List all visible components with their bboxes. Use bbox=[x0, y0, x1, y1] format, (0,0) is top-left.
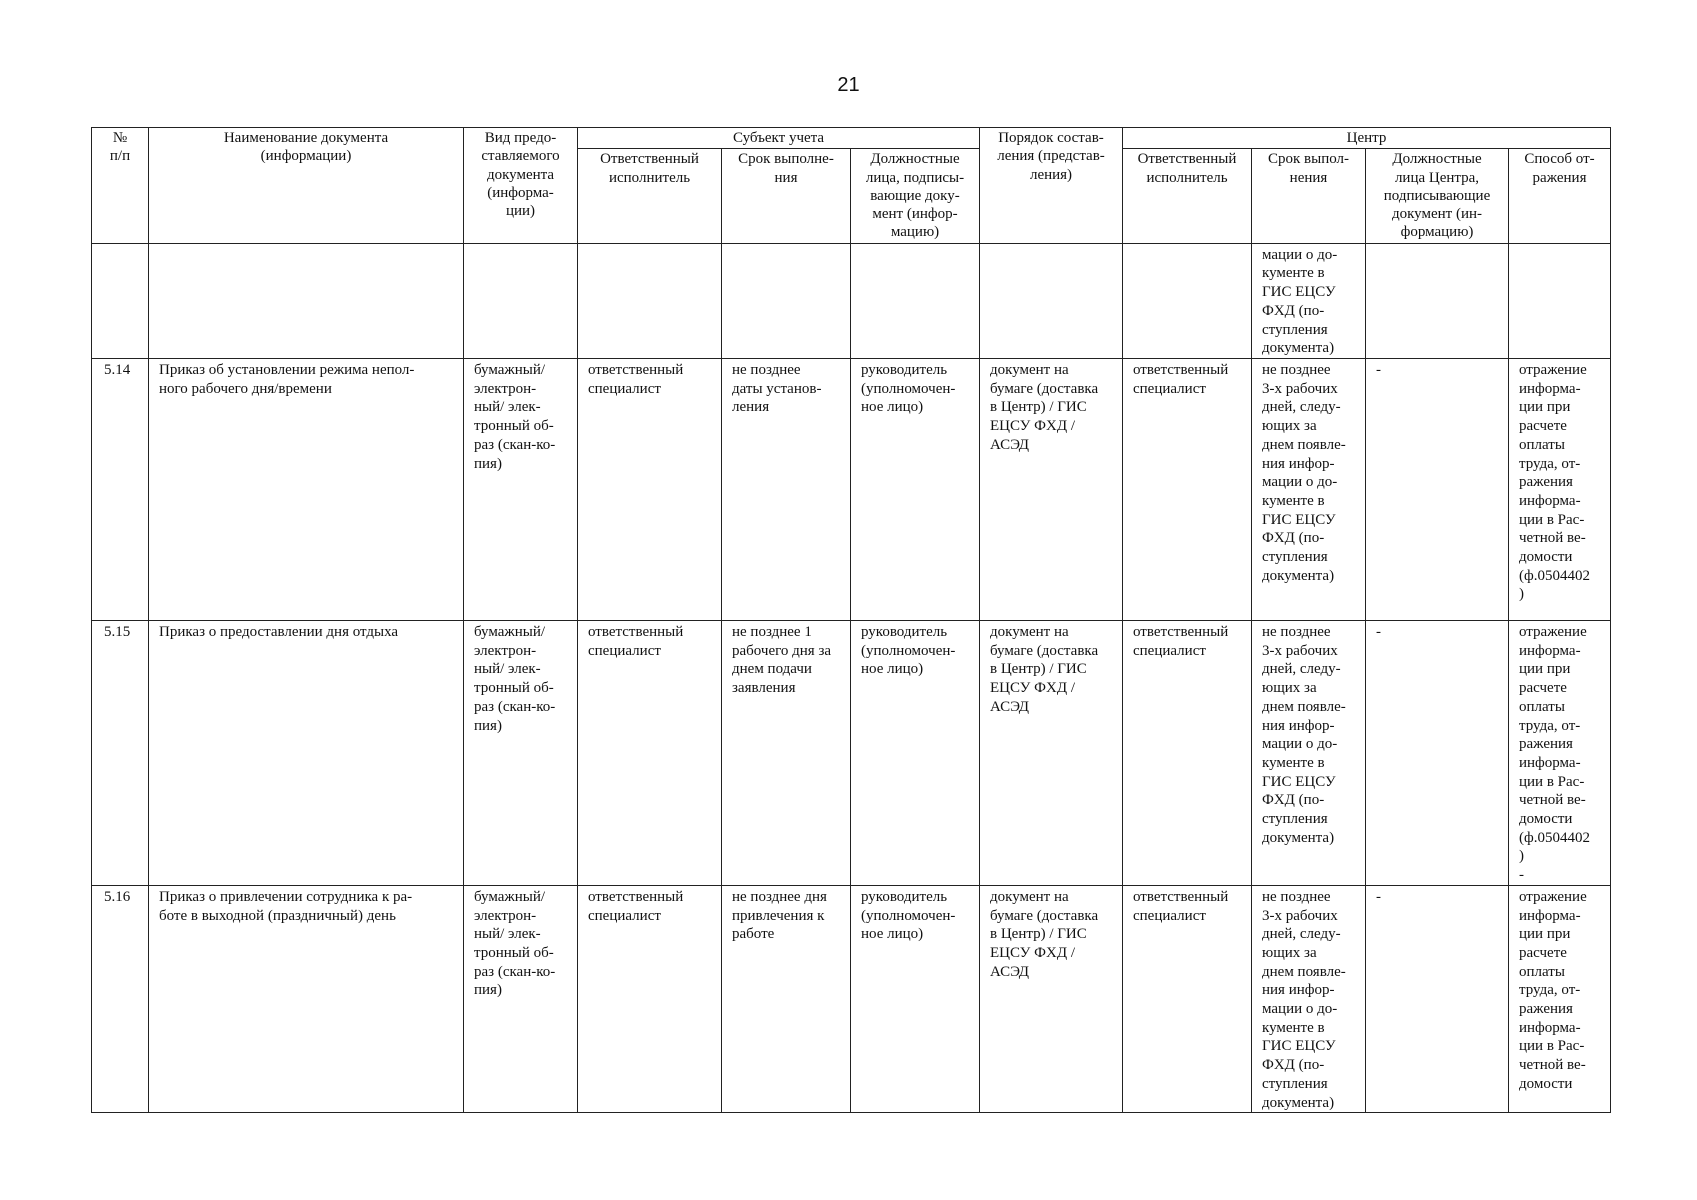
row-number: 5.15 bbox=[92, 621, 149, 886]
header-document-kind: Вид предо- ставляемого документа (информа- ции) bbox=[464, 128, 578, 244]
center-method-tail: - bbox=[1519, 867, 1524, 884]
continuation-center-deadline: мации о до- кументе в ГИС ЕЦСУ ФХД (по- ступления документа) bbox=[1252, 243, 1366, 358]
subject-executor: ответственный специалист bbox=[578, 359, 722, 621]
center-method: отражение информа- ции при расчете оплаты труда, от- ражения информа- ции в Рас- четной ве- домости (ф.0504402 ) bbox=[1519, 624, 1590, 865]
document-kind: бумажный/ электрон- ный/ элек- тронный об- раз (скан-ко- пия) bbox=[464, 621, 578, 886]
center-officials: - bbox=[1366, 621, 1509, 886]
document-name: Приказ об установлении режима непол- ного рабочего дня/времени bbox=[149, 359, 464, 621]
subject-deadline: не позднее даты установ- ления bbox=[722, 359, 851, 621]
header-subject-officials: Должностные лица, подписы- вающие доку- мент (инфор- мацию) bbox=[851, 149, 980, 243]
subject-officials: руководитель (уполномочен- ное лицо) bbox=[851, 621, 980, 886]
center-method-cell bbox=[1509, 359, 1611, 621]
header-subject-group: Субъект учета bbox=[578, 128, 980, 149]
center-executor: ответственный специалист bbox=[1123, 359, 1252, 621]
center-method: отражение информа- ции при расчете оплаты труда, от- ражения информа- ции в Рас- четной ве- домости bbox=[1519, 888, 1587, 1092]
header-center-group: Центр bbox=[1123, 128, 1611, 149]
center-method: отражение информа- ции при расчете оплаты труда, от- ражения информа- ции в Рас- четной ве- домости (ф.0504402 ) bbox=[1519, 362, 1590, 603]
subject-officials: руководитель (уполномочен- ное лицо) bbox=[851, 885, 980, 1112]
center-deadline: не позднее 3-х рабочих дней, следу- ющих за днем появле- ния инфор- мации о до- кументе в ГИС ЕЦСУ ФХД (по- ступления документа) bbox=[1252, 621, 1366, 886]
procedure: документ на бумаге (доставка в Центр) / ГИС ЕЦСУ ФХД / АСЭД bbox=[980, 621, 1123, 886]
header-procedure: Порядок состав- ления (представ- ления) bbox=[980, 128, 1123, 244]
document-name: Приказ о предоставлении дня отдыха bbox=[149, 621, 464, 886]
table-row bbox=[92, 621, 1611, 886]
row-number: 5.14 bbox=[92, 359, 149, 621]
page-number: 21 bbox=[837, 74, 860, 96]
center-executor: ответственный специалист bbox=[1123, 621, 1252, 886]
document-table bbox=[91, 127, 1611, 1113]
header-num: № п/п bbox=[92, 128, 149, 244]
center-deadline: не позднее 3-х рабочих дней, следу- ющих за днем появле- ния инфор- мации о до- кументе в ГИС ЕЦСУ ФХД (по- ступления документа) bbox=[1252, 885, 1366, 1112]
document-kind: бумажный/ электрон- ный/ элек- тронный об- раз (скан-ко- пия) bbox=[464, 885, 578, 1112]
subject-executor: ответственный специалист bbox=[578, 621, 722, 886]
table-row bbox=[92, 885, 1611, 1112]
header-center-officials: Должностные лица Центра, подписывающие документ (ин- формацию) bbox=[1366, 149, 1509, 243]
subject-officials: руководитель (уполномочен- ное лицо) bbox=[851, 359, 980, 621]
table-row bbox=[92, 359, 1611, 621]
header-center-deadline: Срок выпол- нения bbox=[1252, 149, 1366, 243]
center-executor: ответственный специалист bbox=[1123, 885, 1252, 1112]
header-subject-deadline: Срок выполне- ния bbox=[722, 149, 851, 243]
header-center-method: Способ от- ражения bbox=[1509, 149, 1611, 243]
document-kind: бумажный/ электрон- ный/ элек- тронный об- раз (скан-ко- пия) bbox=[464, 359, 578, 621]
center-officials: - bbox=[1366, 885, 1509, 1112]
header-subject-executor: Ответственный исполнитель bbox=[578, 149, 722, 243]
continuation-row bbox=[92, 243, 1611, 358]
center-officials: - bbox=[1366, 359, 1509, 621]
subject-deadline: не позднее дня привлечения к работе bbox=[722, 885, 851, 1112]
center-method-cell bbox=[1509, 621, 1611, 886]
center-method-cell bbox=[1509, 885, 1611, 1112]
row-number: 5.16 bbox=[92, 885, 149, 1112]
header-center-executor: Ответственный исполнитель bbox=[1123, 149, 1252, 243]
document-name: Приказ о привлечении сотрудника к ра- боте в выходной (праздничный) день bbox=[149, 885, 464, 1112]
center-deadline: не позднее 3-х рабочих дней, следу- ющих за днем появле- ния инфор- мации о до- кументе в ГИС ЕЦСУ ФХД (по- ступления документа) bbox=[1252, 359, 1366, 621]
header-document-name: Наименование документа (информации) bbox=[149, 128, 464, 244]
table-header bbox=[92, 128, 1611, 244]
procedure: документ на бумаге (доставка в Центр) / ГИС ЕЦСУ ФХД / АСЭД bbox=[980, 359, 1123, 621]
procedure: документ на бумаге (доставка в Центр) / ГИС ЕЦСУ ФХД / АСЭД bbox=[980, 885, 1123, 1112]
subject-deadline: не позднее 1 рабочего дня за днем подачи заявления bbox=[722, 621, 851, 886]
subject-executor: ответственный специалист bbox=[578, 885, 722, 1112]
